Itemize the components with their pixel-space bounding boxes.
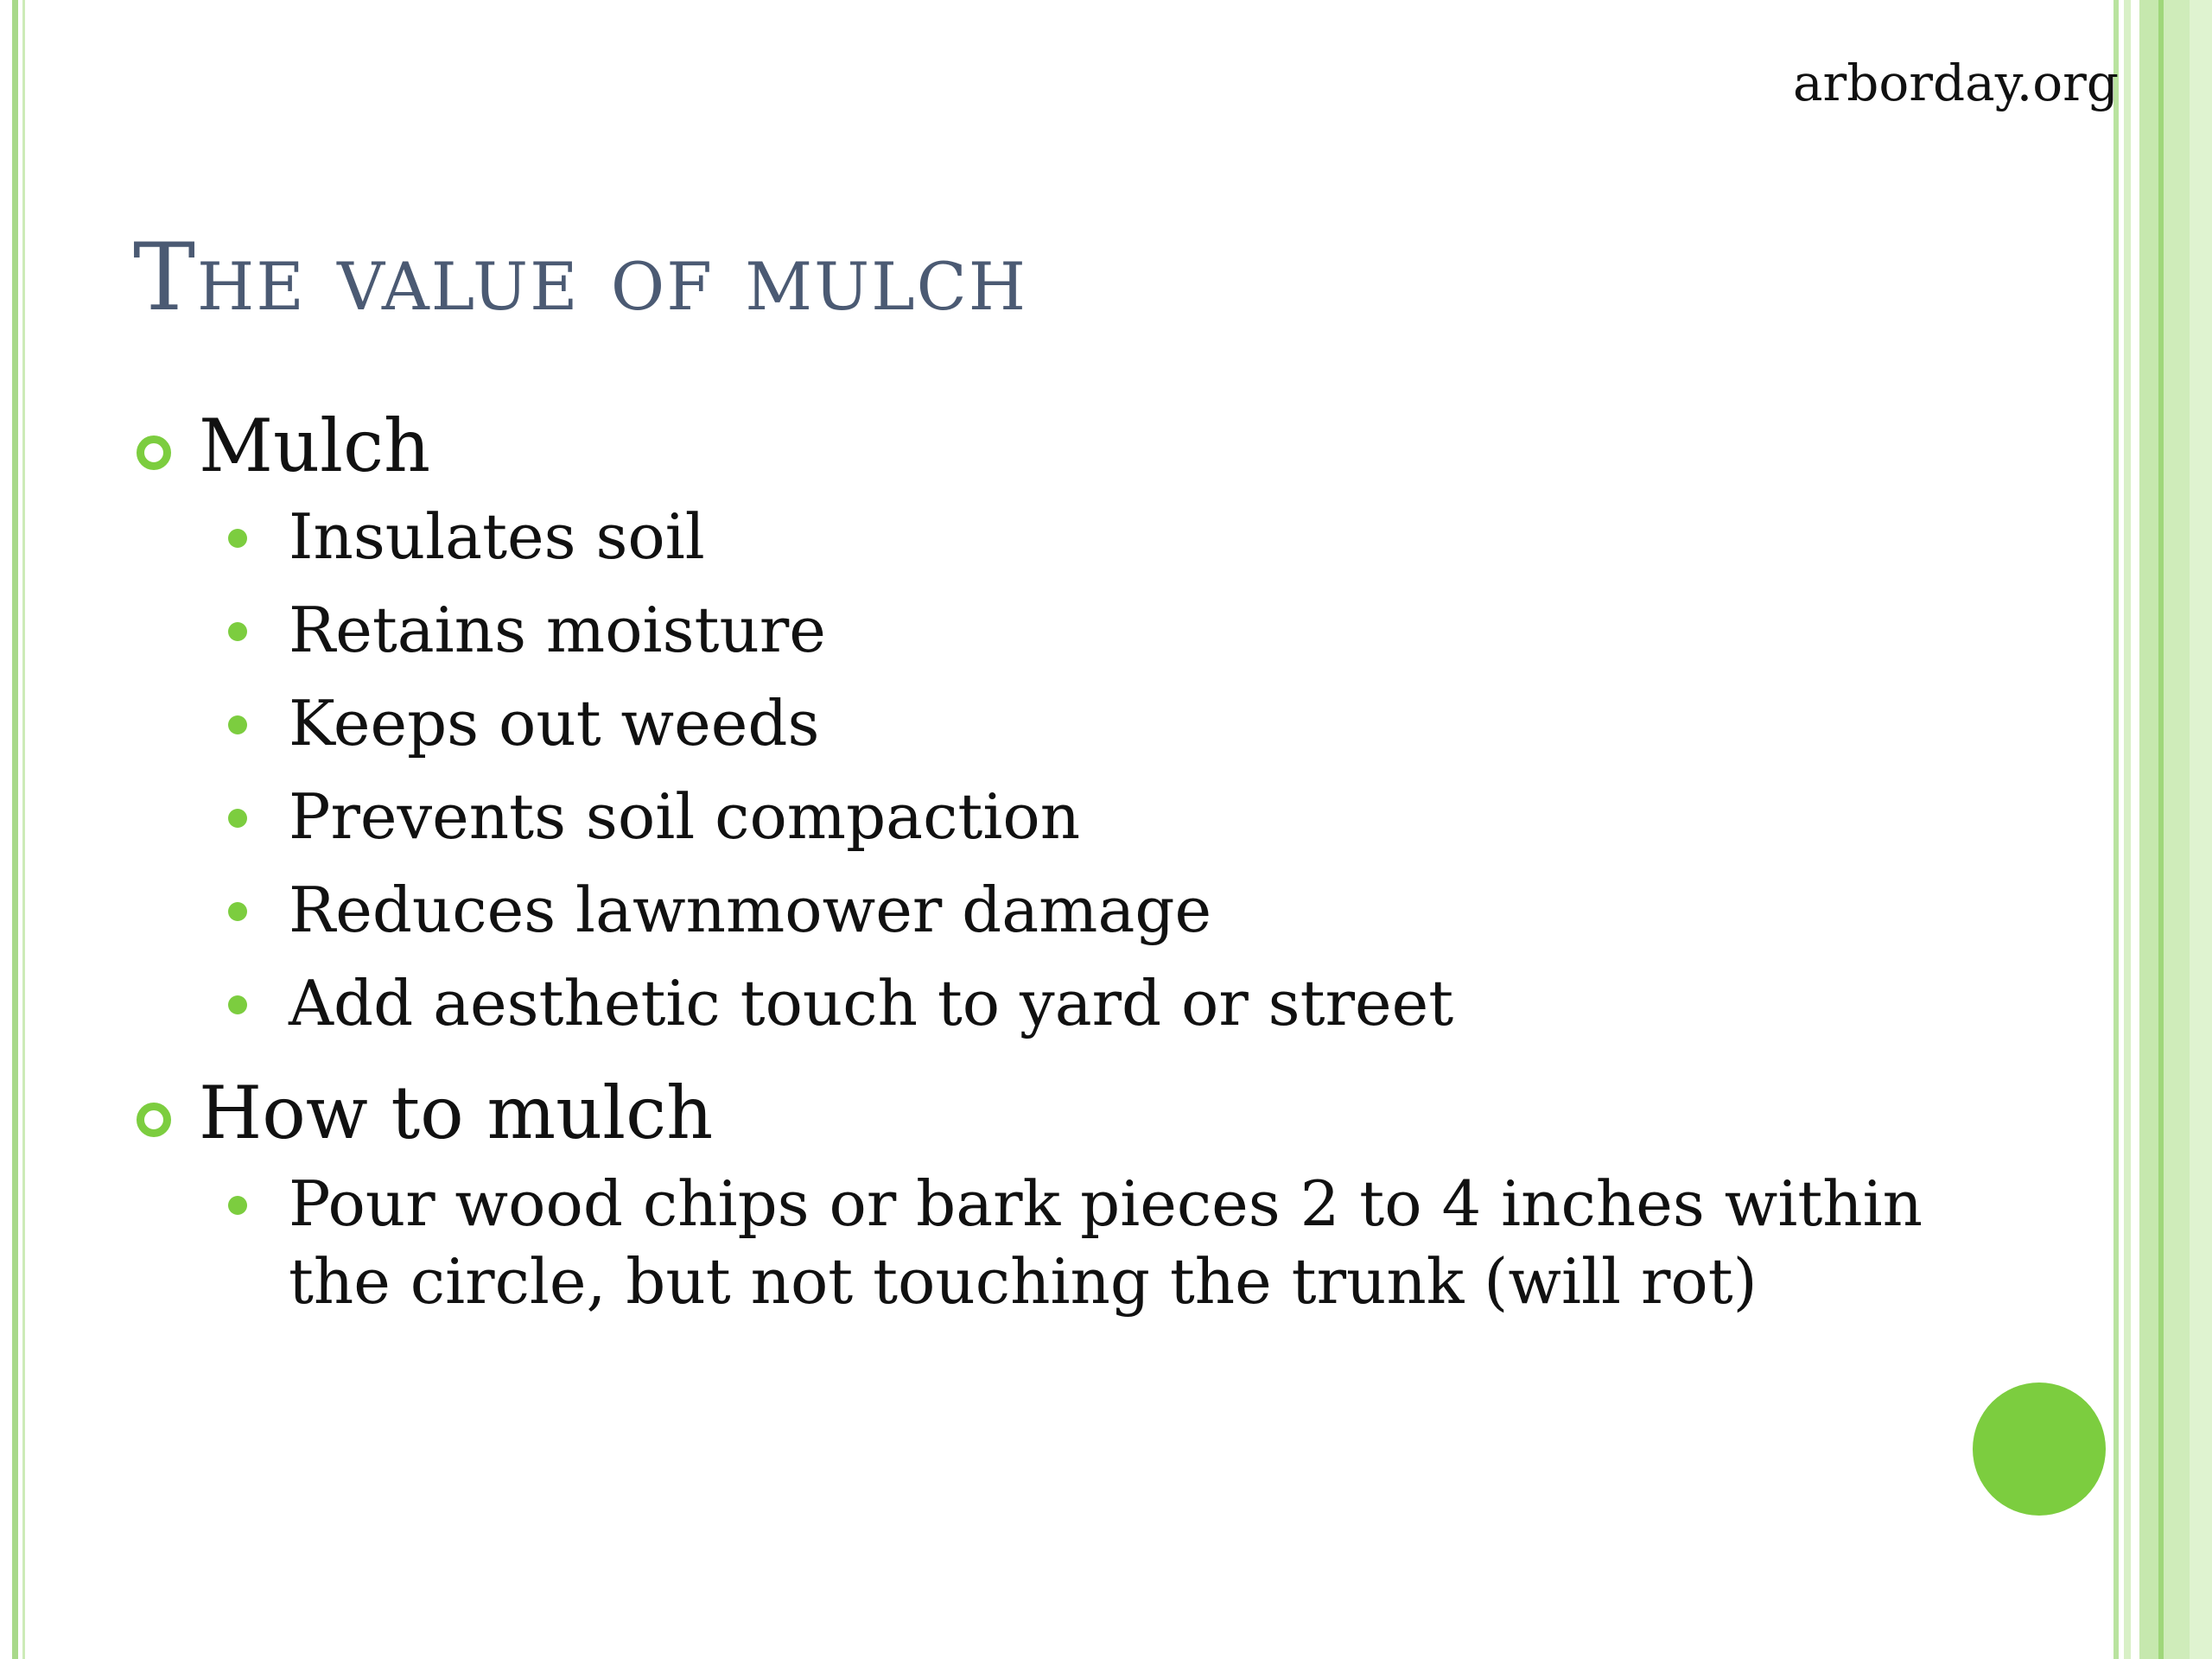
source-label: arborday.org xyxy=(1792,54,2119,112)
dot-bullet-icon xyxy=(228,529,247,548)
right-decorative-band xyxy=(2124,0,2131,1659)
dot-bullet-icon xyxy=(228,995,247,1014)
right-decorative-band xyxy=(2139,0,2158,1659)
level2-bullet-text: Retains moisture xyxy=(289,594,826,666)
dot-bullet-icon xyxy=(228,622,247,641)
section-spacer xyxy=(133,1058,2034,1065)
level2-bullet-text: Keeps out weeds xyxy=(289,687,820,760)
left-decorative-stripe xyxy=(12,0,18,1659)
level2-bullet-text: Insulates soil xyxy=(289,500,705,573)
level2-bullet-item xyxy=(133,871,2034,949)
slide-body xyxy=(133,397,2034,1336)
level2-bullet-text: Add aesthetic touch to yard or street xyxy=(289,967,1454,1039)
sub-bullet-list xyxy=(133,1165,2034,1320)
level2-bullet-text: Prevents soil compaction xyxy=(289,780,1081,853)
decorative-green-circle xyxy=(1973,1382,2106,1516)
level2-bullet-item xyxy=(133,684,2034,762)
bullet-section-how-to-mulch xyxy=(133,1065,2034,1320)
dot-bullet-icon xyxy=(228,902,247,921)
level1-bullet-item xyxy=(133,1065,2034,1161)
level2-bullet-item xyxy=(133,1165,1982,1320)
level2-bullet-text: Pour wood chips or bark pieces 2 to 4 inches within the circle, but not touching the trunk (will rot) xyxy=(289,1167,1923,1318)
right-decorative-band xyxy=(2190,0,2212,1659)
slide-title: The value of mulch xyxy=(133,224,1028,332)
right-decorative-band xyxy=(2164,0,2190,1659)
level1-bullet-text: How to mulch xyxy=(199,1071,714,1155)
bullet-section-mulch xyxy=(133,397,2034,1042)
ring-bullet-icon xyxy=(137,1103,171,1137)
left-decorative-stripe-thin xyxy=(22,0,25,1659)
level1-bullet-text: Mulch xyxy=(199,404,431,488)
dot-bullet-icon xyxy=(228,1196,247,1215)
level2-bullet-text: Reduces lawnmower damage xyxy=(289,874,1212,946)
ring-bullet-icon xyxy=(137,435,171,470)
level1-bullet-item xyxy=(133,397,2034,494)
sub-bullet-list xyxy=(133,498,2034,1042)
level2-bullet-item xyxy=(133,964,2034,1042)
dot-bullet-icon xyxy=(228,809,247,828)
level2-bullet-item xyxy=(133,498,2034,575)
right-decorative-band xyxy=(2113,0,2119,1659)
level2-bullet-item xyxy=(133,778,2034,855)
level2-bullet-item xyxy=(133,591,2034,669)
dot-bullet-icon xyxy=(228,715,247,734)
